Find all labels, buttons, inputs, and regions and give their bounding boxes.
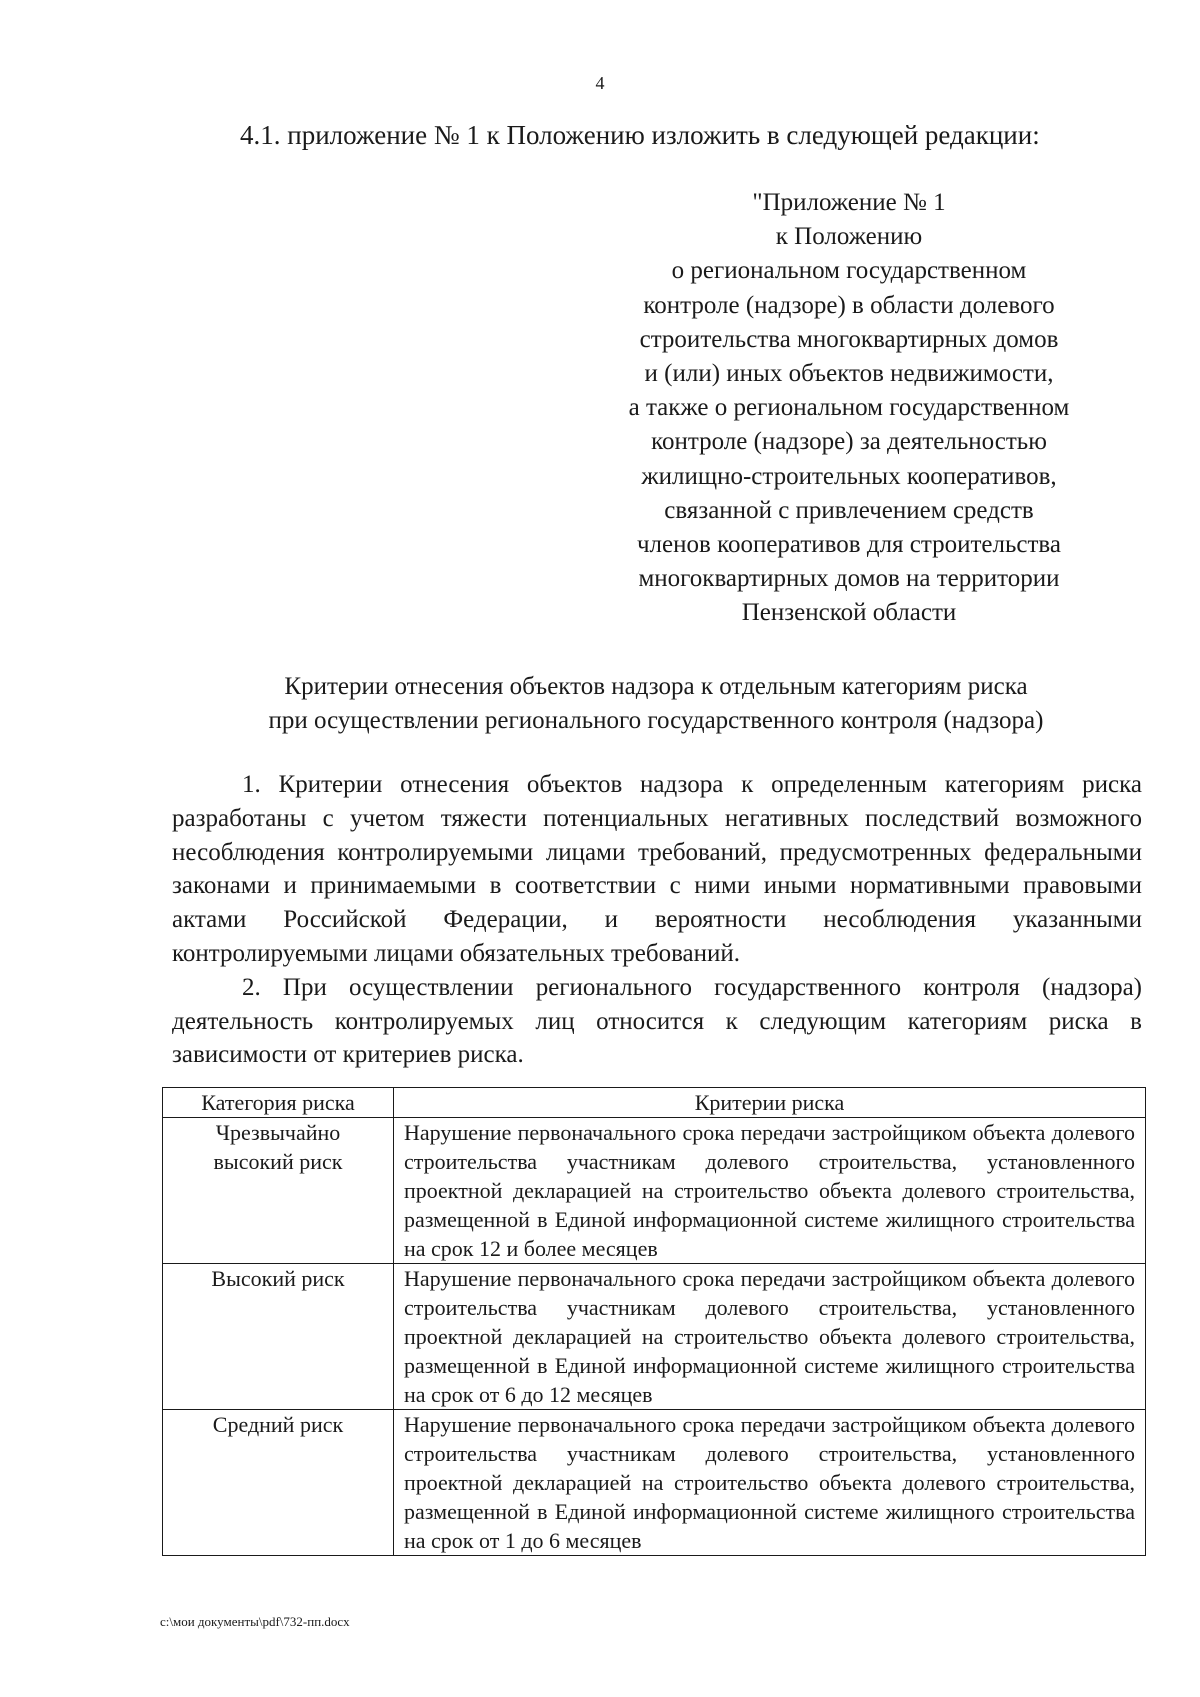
appendix-header-line: о региональном государственном <box>671 257 1027 285</box>
appendix-header-line: жилищно-строительных кооперативов, <box>641 462 1057 490</box>
risk-category-cell: Высокий риск <box>163 1264 394 1410</box>
table-row <box>163 1410 1146 1556</box>
appendix-header-line: связанной с привлечением средств <box>664 496 1034 524</box>
appendix-header-line: членов кооперативов для строительства <box>636 531 1061 559</box>
table-row <box>163 1264 1146 1410</box>
paragraph-1: 1. Критерии отнесения объектов надзора к определенным категориям риска разработаны с учетом тяжести потенциальных негативных последствий возможного несоблюдения контролируемыми лицами требований, предусмотренных федеральными законами и принимаемыми в соответствии с ними иными нормативными правовыми актами Российской Федерации, и вероятности несоблюдения указанными контролируемыми лицами обязательных требований. <box>172 771 1142 967</box>
document-title-line: Критерии отнесения объектов надзора к отдельным категориям риска <box>284 673 1028 700</box>
appendix-header-line: контроле (надзоре) в области долевого <box>643 291 1055 319</box>
table-row <box>163 1118 1146 1264</box>
document-title <box>170 670 1142 738</box>
table-header-row <box>163 1088 1146 1118</box>
intro-paragraph: 4.1. приложение № 1 к Положению изложить в следующей редакции: <box>240 120 1040 150</box>
body-text <box>172 768 1142 1072</box>
appendix-header <box>568 186 1130 631</box>
footer-file-path: c:\мои документы\pdf\732-пп.docx <box>160 1614 350 1629</box>
column-header-criteria: Критерии риска <box>394 1088 1146 1118</box>
appendix-header-line: "Приложение № 1 <box>752 189 946 216</box>
risk-category-cell: Средний риск <box>163 1410 394 1556</box>
paragraph-2: 2. При осуществлении регионального государственного контроля (надзора) деятельность контролируемых лиц относится к следующим категориям риска в зависимости от критериев риска. <box>172 973 1142 1069</box>
appendix-header-line: многоквартирных домов на территории <box>638 565 1060 593</box>
appendix-header-line: строительства многоквартирных домов <box>639 325 1059 353</box>
appendix-header-line: к Положению <box>775 223 923 251</box>
appendix-header-line: контроле (надзоре) за деятельностью <box>651 428 1047 456</box>
appendix-header-line: Пензенской области <box>741 599 957 627</box>
appendix-header-line: а также о региональном государственном <box>628 394 1070 422</box>
risk-criteria-cell: Нарушение первоначального срока передачи застройщиком объекта долевого строительства участникам долевого строительства, установленного проектной декларацией на строительство объекта долевого строительства, размещенной в Единой информационной системе жилищного строительства на срок 12 и более месяцев <box>394 1118 1146 1264</box>
risk-category-cell: Чрезвычайно высокий риск <box>163 1118 394 1264</box>
document-title-line: при осуществлении регионального государственного контроля (надзора) <box>268 707 1044 734</box>
page-number: 4 <box>595 73 605 93</box>
appendix-header-line: и (или) иных объектов недвижимости, <box>644 360 1054 388</box>
risk-criteria-cell: Нарушение первоначального срока передачи застройщиком объекта долевого строительства участникам долевого строительства, установленного проектной декларацией на строительство объекта долевого строительства, размещенной в Единой информационной системе жилищного строительства на срок от 6 до 12 месяцев <box>394 1264 1146 1410</box>
column-header-category: Категория риска <box>163 1088 394 1118</box>
risk-criteria-cell: Нарушение первоначального срока передачи застройщиком объекта долевого строительства участникам долевого строительства, установленного проектной декларацией на строительство объекта долевого строительства, размещенной в Единой информационной системе жилищного строительства на срок от 1 до 6 месяцев <box>394 1410 1146 1556</box>
risk-criteria-table <box>162 1087 1146 1556</box>
